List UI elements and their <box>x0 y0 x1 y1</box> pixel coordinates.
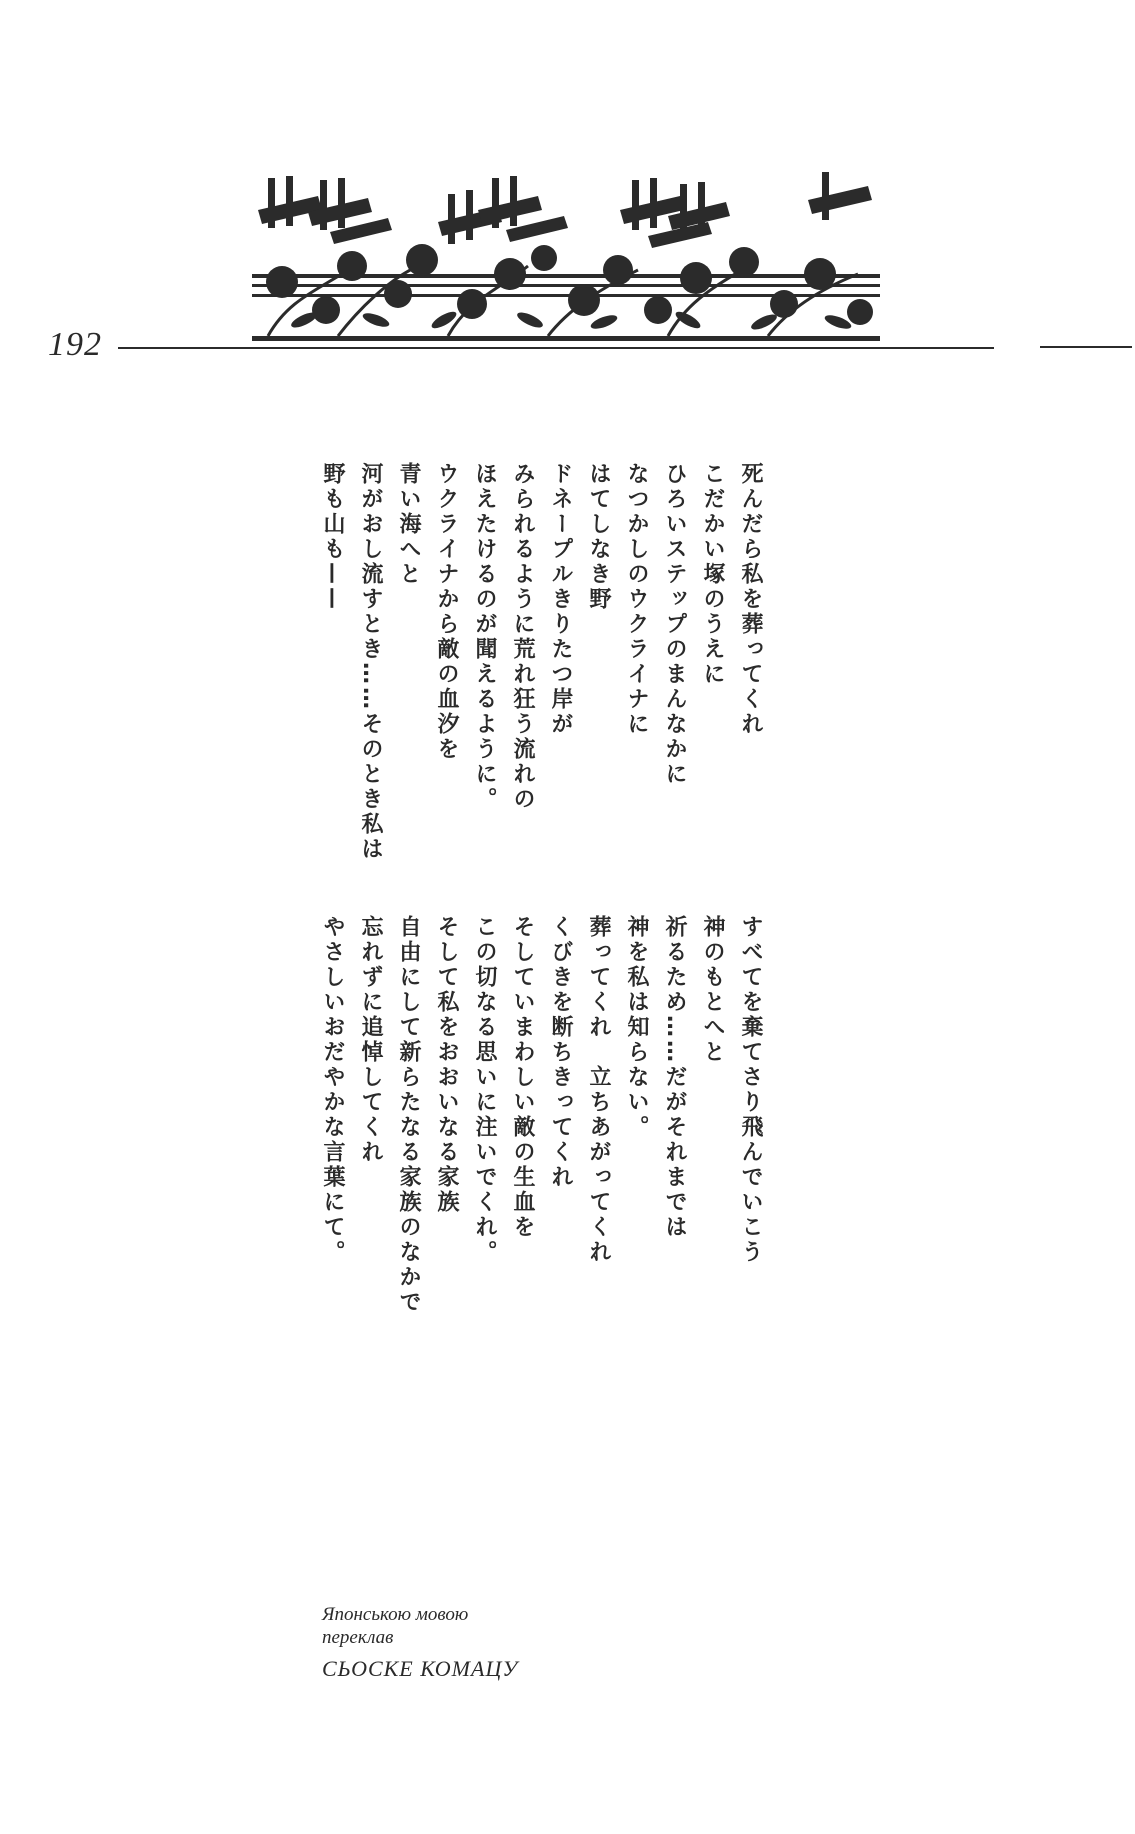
poem-line: 葬ってくれ 立ちあがってくれ <box>586 915 611 1265</box>
poem-line: 河がおし流すとき……そのとき私は <box>358 462 383 862</box>
bird-flock-icon <box>620 178 730 248</box>
poem-line: そしていまわしい敵の生血を <box>510 915 535 1240</box>
poem-line: そして私をおおいなる家族 <box>434 915 459 1215</box>
poem-line: すべてを棄てさり飛んでいこう <box>738 915 763 1265</box>
translator-name: СЬОСКЕ КОМАЦУ <box>322 1656 519 1681</box>
poem-line: なつかしのウクライナに <box>624 462 649 737</box>
poem-line: くびきを断ちきってくれ <box>548 915 573 1190</box>
poem-line: この切なる思いに注いでくれ。 <box>472 915 497 1265</box>
poem-line: 青い海へと <box>396 462 421 587</box>
poem-line: 忘れずに追悼してくれ <box>358 915 383 1165</box>
poem-stanza-2 <box>313 915 769 1315</box>
poem-line: 野も山も—— <box>320 462 345 612</box>
header-rule-tail <box>1040 346 1132 348</box>
poem-line: ドネープルきりたつ岸が <box>548 462 573 737</box>
poem-line: ひろいステップのまんなかに <box>662 462 687 787</box>
poem-line: 神を私は知らない。 <box>624 915 649 1140</box>
poem-line: みられるように荒れ狂う流れの <box>510 462 535 812</box>
poem-line: はてしなき野 <box>586 462 611 612</box>
header-ornament <box>248 170 880 345</box>
bird-icon <box>808 172 872 220</box>
poem-line: 神のもとへと <box>700 915 725 1065</box>
credit-role-line: переклав <box>322 1627 394 1648</box>
page-number: 192 <box>48 326 102 363</box>
poem-line: やさしいおだやかな言葉にて。 <box>320 915 345 1265</box>
header-rule <box>118 347 994 349</box>
poem-line: こだかい塚のうえに <box>700 462 725 687</box>
poem-line: 自由にして新らたなる家族のなかで <box>396 915 421 1315</box>
poem-stanza-1 <box>313 462 769 862</box>
translator-credit <box>322 1603 518 1682</box>
poem-line: ほえたけるのが聞えるように。 <box>472 462 497 812</box>
credit-language-line: Японською мовою <box>322 1604 469 1625</box>
poem-line: 祈るため……だがそれまでは <box>662 915 687 1240</box>
bird-flock-icon <box>438 176 568 244</box>
poem-line: 死んだら私を葬ってくれ <box>738 462 763 737</box>
poem-line: ウクライナから敵の血汐を <box>434 462 459 762</box>
bird-flock-icon <box>258 176 392 244</box>
